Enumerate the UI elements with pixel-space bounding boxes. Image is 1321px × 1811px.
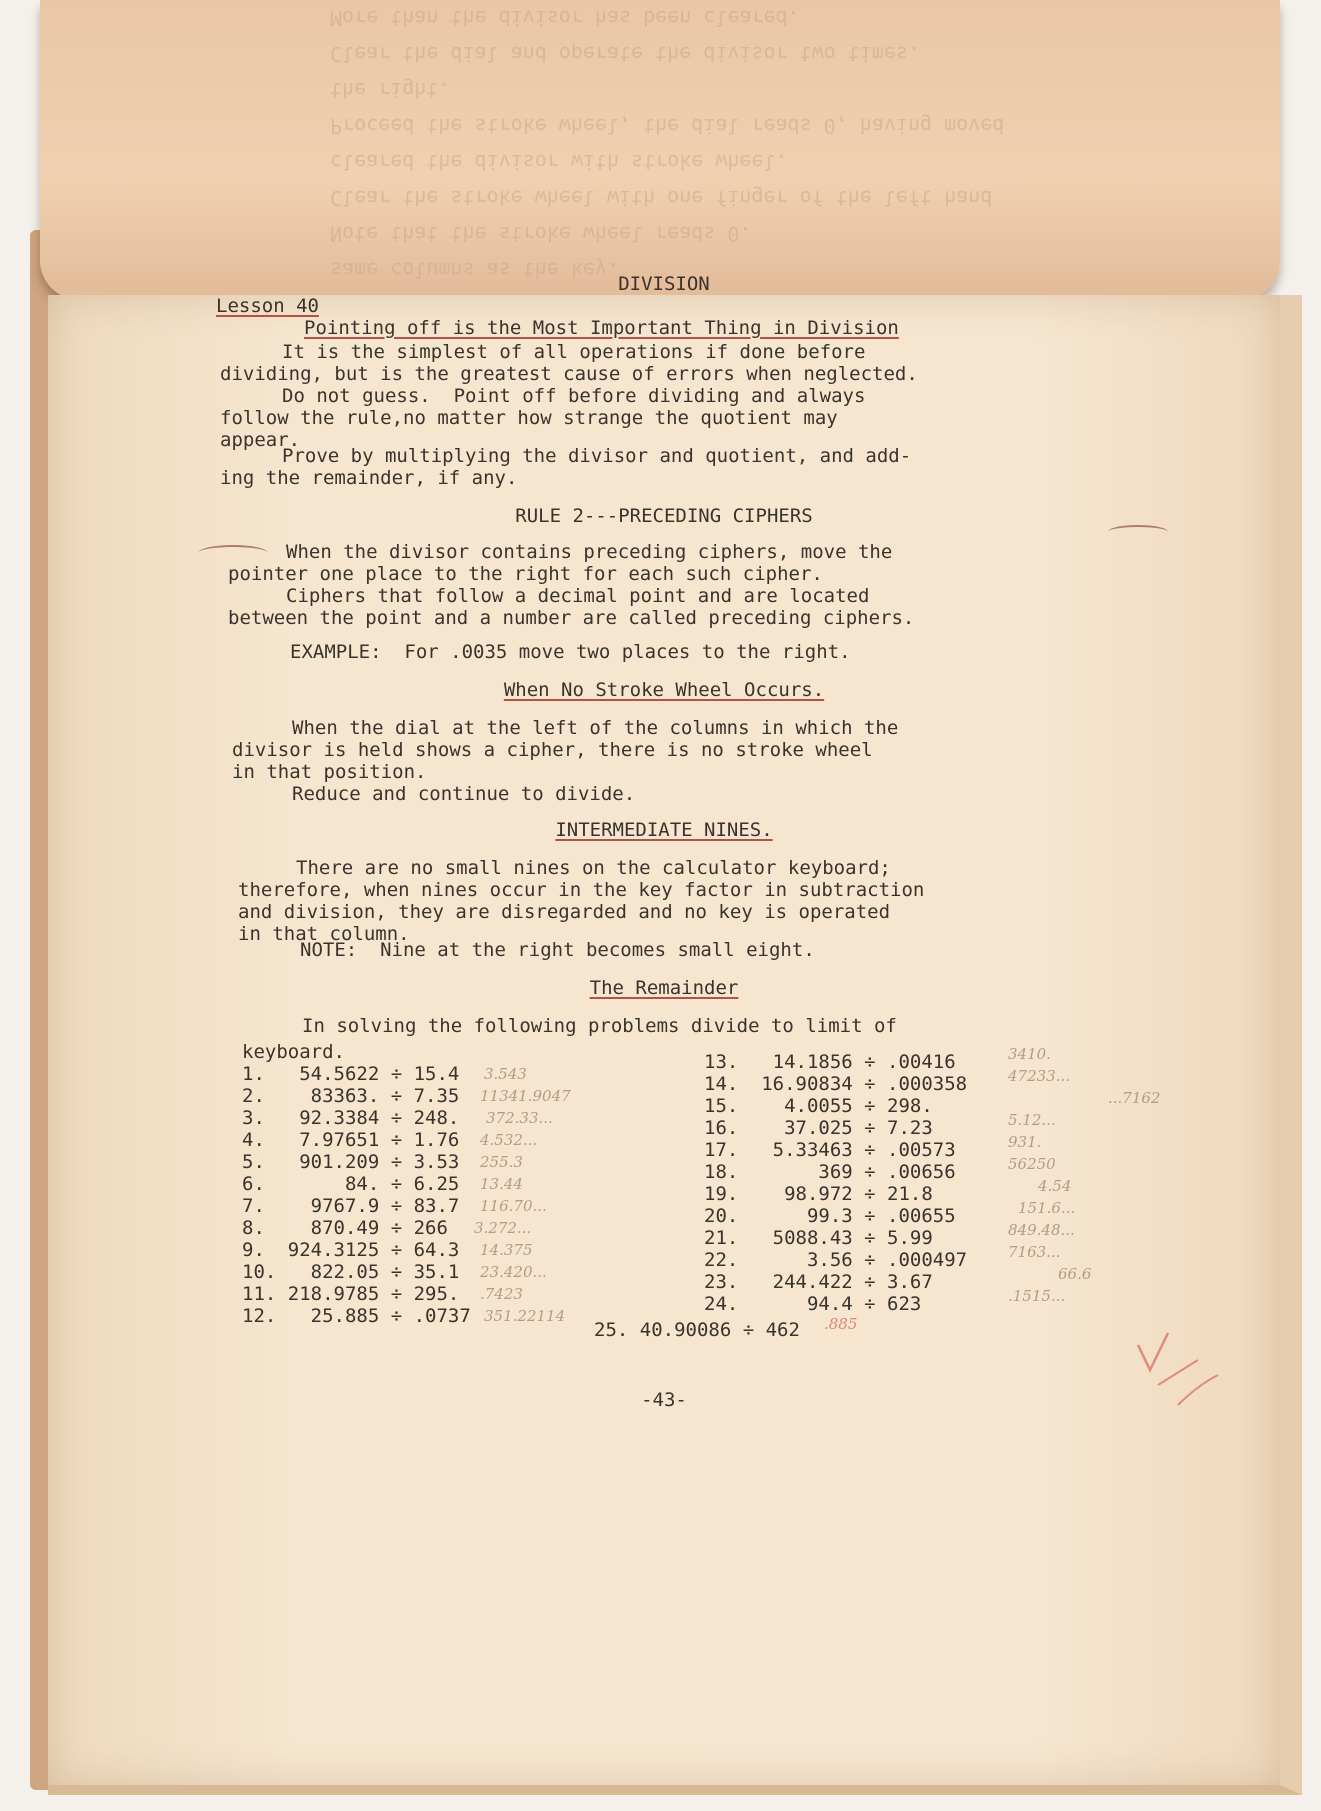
nines-title: INTERMEDIATE NINES.	[555, 819, 773, 841]
text-line: follow the rule,no matter how strange the quotient may	[220, 407, 838, 429]
final-problem: 25. 40.90086 ÷ 462	[594, 1319, 800, 1341]
note-line: NOTE: Nine at the right becomes small eight.	[300, 939, 815, 961]
text-line: therefore, when nines occur in the key factor in subtraction	[238, 879, 925, 901]
problem-item: 6. 84. ÷ 6.25	[242, 1173, 460, 1195]
text-line: Prove by multiplying the divisor and quotient, and add-	[282, 445, 912, 467]
problem-item: 18. 369 ÷ .00656	[704, 1161, 956, 1183]
text-line: between the point and a number are called preceding ciphers.	[228, 607, 915, 629]
lesson-number: Lesson 40	[216, 295, 319, 317]
problem-item: 5. 901.209 ÷ 3.53	[242, 1151, 460, 1173]
problem-item: 9. 924.3125 ÷ 64.3	[242, 1239, 460, 1261]
text-line: Reduce and continue to divide.	[292, 783, 636, 805]
text-line: There are no small nines on the calculator keyboard;	[296, 857, 891, 879]
text-line: When the divisor contains preceding ciphers, move the	[286, 541, 893, 563]
handwritten-answer: .885	[824, 1315, 858, 1333]
text-line: and division, they are disregarded and no key is operated	[238, 901, 891, 923]
problem-item: 24. 94.4 ÷ 623	[704, 1293, 922, 1315]
text-line: It is the simplest of all operations if done before	[282, 341, 866, 363]
text-line: In solving the following problems divide to limit of	[302, 1015, 897, 1037]
handwritten-answer: 66.6	[1058, 1265, 1092, 1283]
remainder-title: The Remainder	[589, 977, 739, 999]
problem-item: 19. 98.972 ÷ 21.8	[704, 1183, 933, 1205]
handwritten-answer: 14.375	[480, 1241, 533, 1259]
problem-item: 12. 25.885 ÷ .0737	[242, 1305, 471, 1327]
handwritten-answer: 5.12...	[1008, 1111, 1056, 1129]
handwritten-answer: 255.3	[480, 1153, 523, 1171]
problem-item: 23. 244.422 ÷ 3.67	[704, 1271, 933, 1293]
text-line: pointer one place to the right for each such cipher.	[228, 563, 823, 585]
text-line: appear.	[220, 429, 301, 451]
problem-item: 20. 99.3 ÷ .00655	[704, 1205, 956, 1227]
handwritten-answer: 11341.9047	[480, 1087, 571, 1105]
problem-item: 22. 3.56 ÷ .000497	[704, 1249, 968, 1271]
handwritten-answer: 4.54	[1038, 1177, 1072, 1195]
pencil-checkmark	[198, 545, 268, 561]
problem-item: 7. 9767.9 ÷ 83.7	[242, 1195, 460, 1217]
pencil-checkmark	[1108, 525, 1168, 539]
text-line: in that column.	[238, 923, 410, 945]
problem-item: 11. 218.9785 ÷ 295.	[242, 1283, 460, 1305]
problem-item: 15. 4.0055 ÷ 298.	[704, 1095, 933, 1117]
handwritten-answer: 4.532...	[480, 1131, 538, 1149]
handwritten-answer: 151.6...	[1018, 1199, 1076, 1217]
subheading: Pointing off is the Most Important Thing in Division	[304, 317, 899, 339]
handwritten-answer: 56250	[1008, 1155, 1056, 1173]
handwritten-answer: .7423	[480, 1285, 523, 1303]
text-line: When the dial at the left of the columns in which the	[292, 717, 899, 739]
red-grade-mark	[1128, 1325, 1238, 1415]
text-line: dividing, but is the greatest cause of errors when neglected.	[220, 363, 918, 385]
previous-page-flap	[40, 0, 1280, 300]
handwritten-answer: 3410.	[1008, 1045, 1051, 1063]
handwritten-answer: .1515...	[1008, 1287, 1066, 1305]
text-line: ing the remainder, if any.	[220, 467, 518, 489]
text-line: divisor is held shows a cipher, there is no stroke wheel	[232, 739, 873, 761]
problem-item: 13. 14.1856 ÷ .00416	[704, 1051, 956, 1073]
handwritten-answer: ...7162	[1108, 1089, 1161, 1107]
problem-item: 14. 16.90834 ÷ .000358	[704, 1073, 968, 1095]
example-line: EXAMPLE: For .0035 move two places to the right.	[290, 641, 851, 663]
handwritten-answer: 13.44	[480, 1175, 523, 1193]
handwritten-answer: 931.	[1008, 1133, 1042, 1151]
handwritten-answer: 372.33...	[486, 1109, 553, 1127]
problem-item: 17. 5.33463 ÷ .00573	[704, 1139, 956, 1161]
handwritten-answer: 7163...	[1008, 1243, 1061, 1261]
bleed-through-text: same columns as the key. Note that the stroke wheel reads 0. Clear the stroke wheel with one finger of the left hand cleared the divisor with stroke wheel. Proceed the stroke wheel, the dial reads 0, having moved the right. Clear the dial and operate the divisor two times. More than the divisor has been cleared.	[330, 6, 1005, 282]
text-line: keyboard.	[242, 1041, 345, 1063]
handwritten-answer: 3.543	[484, 1065, 527, 1083]
handwritten-answer: 23.420...	[480, 1263, 547, 1281]
page-number: -43-	[641, 1389, 687, 1411]
handwritten-answer: 351.22114	[484, 1307, 566, 1325]
text-line: in that position.	[232, 761, 427, 783]
problem-item: 2. 83363. ÷ 7.35	[242, 1085, 460, 1107]
problem-item: 21. 5088.43 ÷ 5.99	[704, 1227, 933, 1249]
rule-title: RULE 2---PRECEDING CIPHERS	[515, 505, 813, 527]
handwritten-answer: 3.272...	[474, 1219, 532, 1237]
no-stroke-title: When No Stroke Wheel Occurs.	[503, 679, 825, 701]
problem-item: 10. 822.05 ÷ 35.1	[242, 1261, 460, 1283]
problem-item: 8. 870.49 ÷ 266	[242, 1217, 448, 1239]
text-line: Do not guess. Point off before dividing and always	[282, 385, 866, 407]
problem-item: 4. 7.97651 ÷ 1.76	[242, 1129, 460, 1151]
text-line: Ciphers that follow a decimal point and are located	[286, 585, 870, 607]
problem-item: 1. 54.5622 ÷ 15.4	[242, 1063, 460, 1085]
handwritten-answer: 849.48...	[1008, 1221, 1075, 1239]
handwritten-answer: 47233...	[1008, 1067, 1071, 1085]
problem-item: 16. 37.025 ÷ 7.23	[704, 1117, 933, 1139]
document-page	[48, 273, 1302, 1795]
problem-item: 3. 92.3384 ÷ 248.	[242, 1107, 460, 1129]
page-heading: DIVISION	[618, 273, 710, 295]
handwritten-answer: 116.70...	[480, 1197, 547, 1215]
